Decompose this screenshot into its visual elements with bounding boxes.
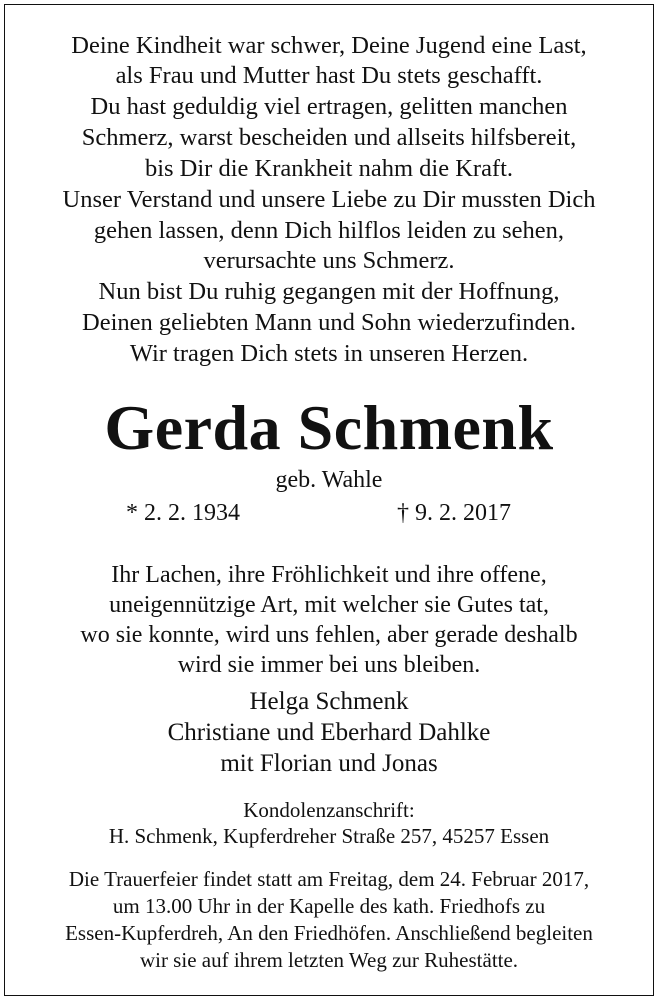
tribute-line: uneigennützige Art, mit welcher sie Gutes tat, [109,592,549,618]
poem-line: als Frau und Mutter hast Du stets geschafft. [115,62,543,89]
service-line: Die Trauerfeier findet statt am Freitag, dem 24. Februar 2017, [68,867,590,891]
poem-line: bis Dir die Krankheit nahm die Kraft. [144,155,514,182]
mourner-line: mit Florian und Jonas [220,750,438,777]
condolence-label: Kondolenzanschrift: [243,798,415,822]
mourner-line: Christiane und Eberhard Dahlke [167,719,491,746]
service-line: Essen-Kupferdreh, An den Friedhöfen. Anschließend begleiten [65,921,593,945]
deceased-name: Gerda Schmenk [104,392,554,463]
poem-line: Nun bist Du ruhig gegangen mit der Hoffnung, [98,278,560,305]
poem-line: Wir tragen Dich stets in unseren Herzen. [129,340,529,367]
tribute-line: wo sie konnte, wird uns fehlen, aber gerade deshalb [80,622,578,648]
service-line: wir sie auf ihrem letzten Weg zur Ruhestätte. [139,948,519,972]
poem-line: Schmerz, warst bescheiden und allseits hilfsbereit, [81,124,577,151]
poem-line: Unser Verstand und unsere Liebe zu Dir mussten Dich [62,186,596,213]
maiden-name: geb. Wahle [275,467,383,493]
poem-line: Deinen geliebten Mann und Sohn wiederzufinden. [82,309,576,336]
poem-line: verursachte uns Schmerz. [203,247,455,274]
poem-line: Du hast geduldig viel ertragen, gelitten manchen [90,93,568,120]
poem-line: Deine Kindheit war schwer, Deine Jugend eine Last, [71,32,587,59]
poem-line: gehen lassen, denn Dich hilflos leiden zu sehen, [93,217,565,244]
tribute-line: wird sie immer bei uns bleiben. [177,652,481,678]
birth-date: * 2. 2. 1934 [126,500,240,526]
death-date: † 9. 2. 2017 [397,500,511,526]
condolence-address: H. Schmenk, Kupferdreher Straße 257, 45257 Essen [108,824,550,848]
service-line: um 13.00 Uhr in der Kapelle des kath. Friedhofs zu [112,894,546,918]
mourner-line: Helga Schmenk [249,688,409,715]
tribute-line: Ihr Lachen, ihre Fröhlichkeit und ihre offene, [111,562,547,588]
